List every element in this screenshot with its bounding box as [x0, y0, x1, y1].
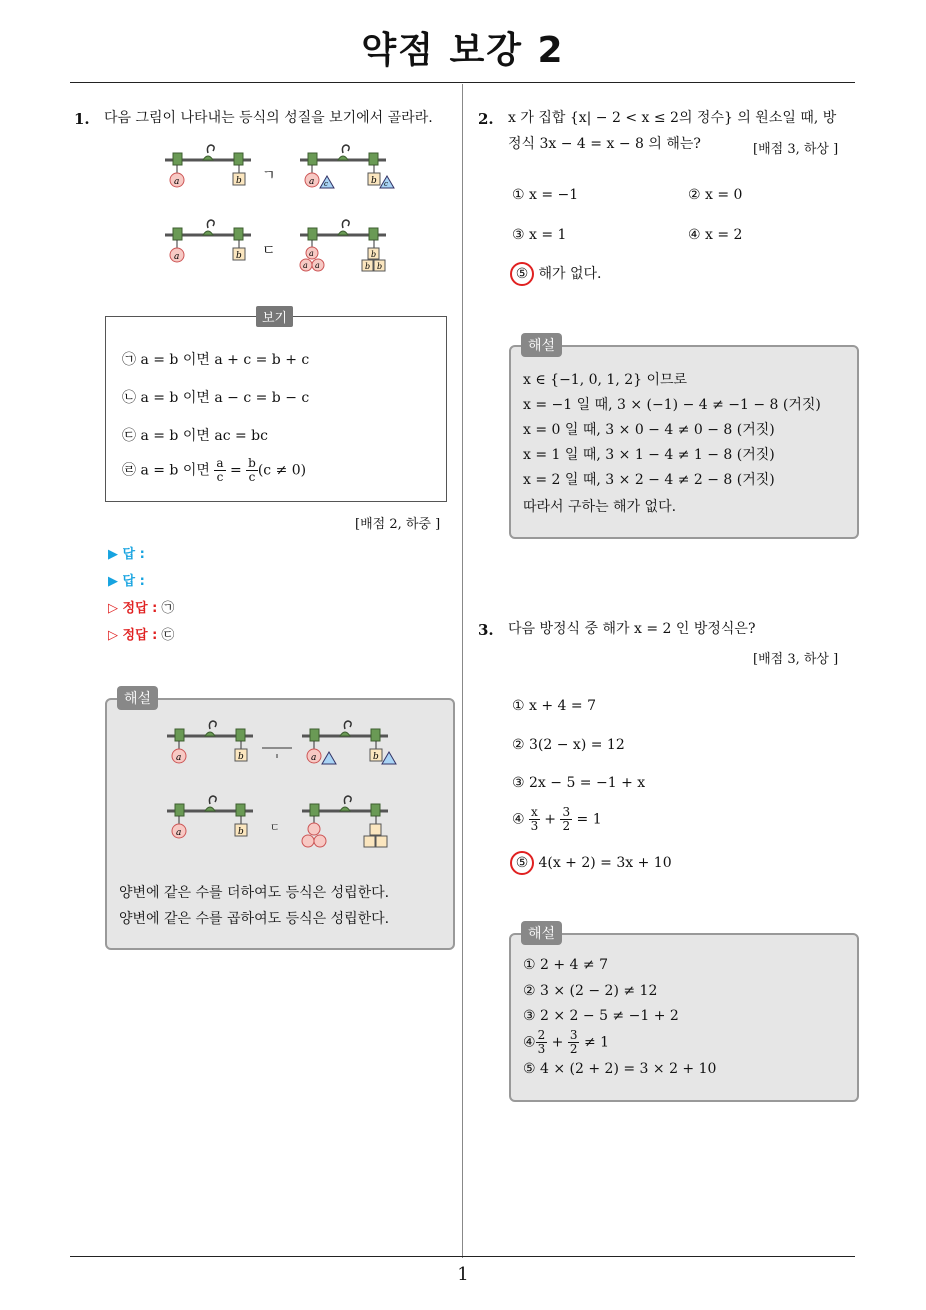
q3-score: [배점 3, 하상 ] — [753, 652, 839, 667]
q2-text-line1: x 가 집합 {x| − 2 < x ≤ 2의 정수} 의 원소일 때, 방 — [508, 110, 837, 126]
q3-choice-5[interactable]: ⑤ 4(x + 2) = 3x + 10 — [510, 851, 672, 875]
svg-text:a: a — [176, 753, 182, 763]
bogi-item: ㉡ a = b 이면 a − c = b − c — [122, 390, 310, 406]
explanation-line: x = 2 일 때, 3 × 2 − 4 ≠ 2 − 8 (거짓) — [523, 472, 775, 488]
explanation-line: ① 2 + 4 ≠ 7 — [523, 957, 608, 973]
svg-text:a: a — [174, 252, 180, 262]
selected-ring-icon: ⑤ — [510, 851, 534, 875]
explanation-line: ④ $\frac{2}{3}$ + $\frac{3}{2}$ ≠ 1 — [523, 1028, 610, 1056]
correct-answer: ▷ 정답 : ㉢ — [108, 628, 175, 643]
svg-text:c: c — [384, 180, 388, 188]
q1-text: 다음 그림이 나타내는 등식의 성질을 보기에서 골라라. — [104, 110, 433, 126]
q2-text-line2: 정식 3x − 4 = x − 8 의 해는? — [508, 136, 701, 152]
q3-choice-2[interactable]: ② 3(2 − x) = 12 — [512, 737, 625, 753]
q1-score: [배점 2, 하중 ] — [355, 517, 441, 532]
explanation-line: x = −1 일 때, 3 × (−1) − 4 ≠ −1 − 8 (거짓) — [523, 397, 821, 413]
q2-explanation — [509, 338, 859, 539]
answer-line[interactable]: ▶ 답 : — [108, 547, 145, 562]
svg-text:b: b — [373, 752, 379, 762]
svg-text:ㄷ: ㄷ — [270, 823, 280, 834]
explanation-label: 해설 — [521, 333, 562, 357]
svg-text:b: b — [365, 262, 371, 271]
bogi-item: ㉢ a = b 이면 ac = bc — [122, 428, 268, 444]
top-rule — [70, 82, 855, 83]
svg-text:a: a — [176, 828, 182, 838]
svg-text:b: b — [371, 250, 377, 259]
q2-choice-5[interactable]: ⑤ 해가 없다. — [510, 262, 601, 286]
q3-choice-3[interactable]: ③ 2x − 5 = −1 + x — [512, 775, 646, 791]
q3-number: 3. — [478, 621, 494, 639]
selected-ring-icon: ⑤ — [510, 262, 534, 286]
q2-choice-2[interactable]: ② x = 0 — [688, 187, 743, 203]
q1-number: 1. — [74, 110, 90, 128]
svg-text:b: b — [377, 262, 383, 271]
explanation-diagram — [162, 716, 422, 856]
bogi-label: 보기 — [256, 306, 293, 327]
svg-text:b: b — [371, 176, 377, 186]
column-divider — [462, 84, 463, 1258]
explanation-line: 따라서 구하는 해가 없다. — [523, 499, 677, 515]
svg-text:b: b — [236, 176, 242, 186]
q3-choice-1[interactable]: ① x + 4 = 7 — [512, 698, 596, 714]
q1-balance-diagram — [160, 140, 420, 280]
svg-text:b: b — [238, 752, 244, 762]
correct-answer: ▷ 정답 : ㉠ — [108, 601, 175, 616]
svg-text:b: b — [236, 251, 242, 261]
q3-choice-4[interactable]: ④ $\frac{x}{3}$ + $\frac{3}{2}$ = 1 — [512, 805, 602, 833]
svg-text:b: b — [238, 827, 244, 837]
bottom-rule — [70, 1256, 855, 1257]
bogi-item: ㉠ a = b 이면 a + c = b + c — [122, 352, 310, 368]
svg-text:ㄷ: ㄷ — [262, 243, 276, 259]
explanation-line: x = 1 일 때, 3 × 1 − 4 ≠ 1 − 8 (거짓) — [523, 447, 775, 463]
svg-text:a: a — [174, 177, 180, 187]
explanation-label: 해설 — [521, 921, 562, 945]
explanation-line: 양변에 같은 수를 곱하여도 등식은 성립한다. — [119, 911, 390, 927]
explanation-label: 해설 — [117, 686, 158, 710]
explanation-line: ⑤ 4 × (2 + 2) = 3 × 2 + 10 — [523, 1061, 717, 1077]
explanation-line: x = 0 일 때, 3 × 0 − 4 ≠ 0 − 8 (거짓) — [523, 422, 775, 438]
q2-choice-3[interactable]: ③ x = 1 — [512, 227, 567, 243]
svg-text:a: a — [303, 261, 308, 270]
page-title: 약점 보강 2 — [361, 30, 565, 71]
svg-text:ㄱ: ㄱ — [262, 168, 276, 184]
q2-choice-1[interactable]: ① x = −1 — [512, 187, 579, 203]
explanation-line: ③ 2 × 2 − 5 ≠ −1 + 2 — [523, 1008, 679, 1024]
svg-text:a: a — [311, 753, 317, 763]
bogi-item: ㉣ a = b 이면 $\frac{a}{c}$ = $\frac{b}{c}$ (c ≠ 0) — [122, 456, 307, 484]
explanation-line: 양변에 같은 수를 더하여도 등식은 성립한다. — [119, 885, 390, 901]
explanation-line: x ∈ {−1, 0, 1, 2} 이므로 — [523, 372, 688, 388]
svg-text:a: a — [309, 249, 314, 258]
answer-line[interactable]: ▶ 답 : — [108, 574, 145, 589]
svg-text:a: a — [309, 177, 315, 187]
page-number: 1 — [457, 1264, 469, 1285]
q1-explanation — [105, 691, 455, 950]
q2-number: 2. — [478, 110, 494, 128]
q3-text: 다음 방정식 중 해가 x = 2 인 방정식은? — [508, 621, 756, 637]
q2-choice-4[interactable]: ④ x = 2 — [688, 227, 743, 243]
q3-explanation — [509, 926, 859, 1102]
svg-text:c: c — [324, 180, 328, 188]
explanation-line: ② 3 × (2 − 2) ≠ 12 — [523, 983, 658, 999]
q2-score: [배점 3, 하상 ] — [753, 142, 839, 157]
svg-text:a: a — [315, 261, 320, 270]
bogi-box — [105, 311, 447, 502]
